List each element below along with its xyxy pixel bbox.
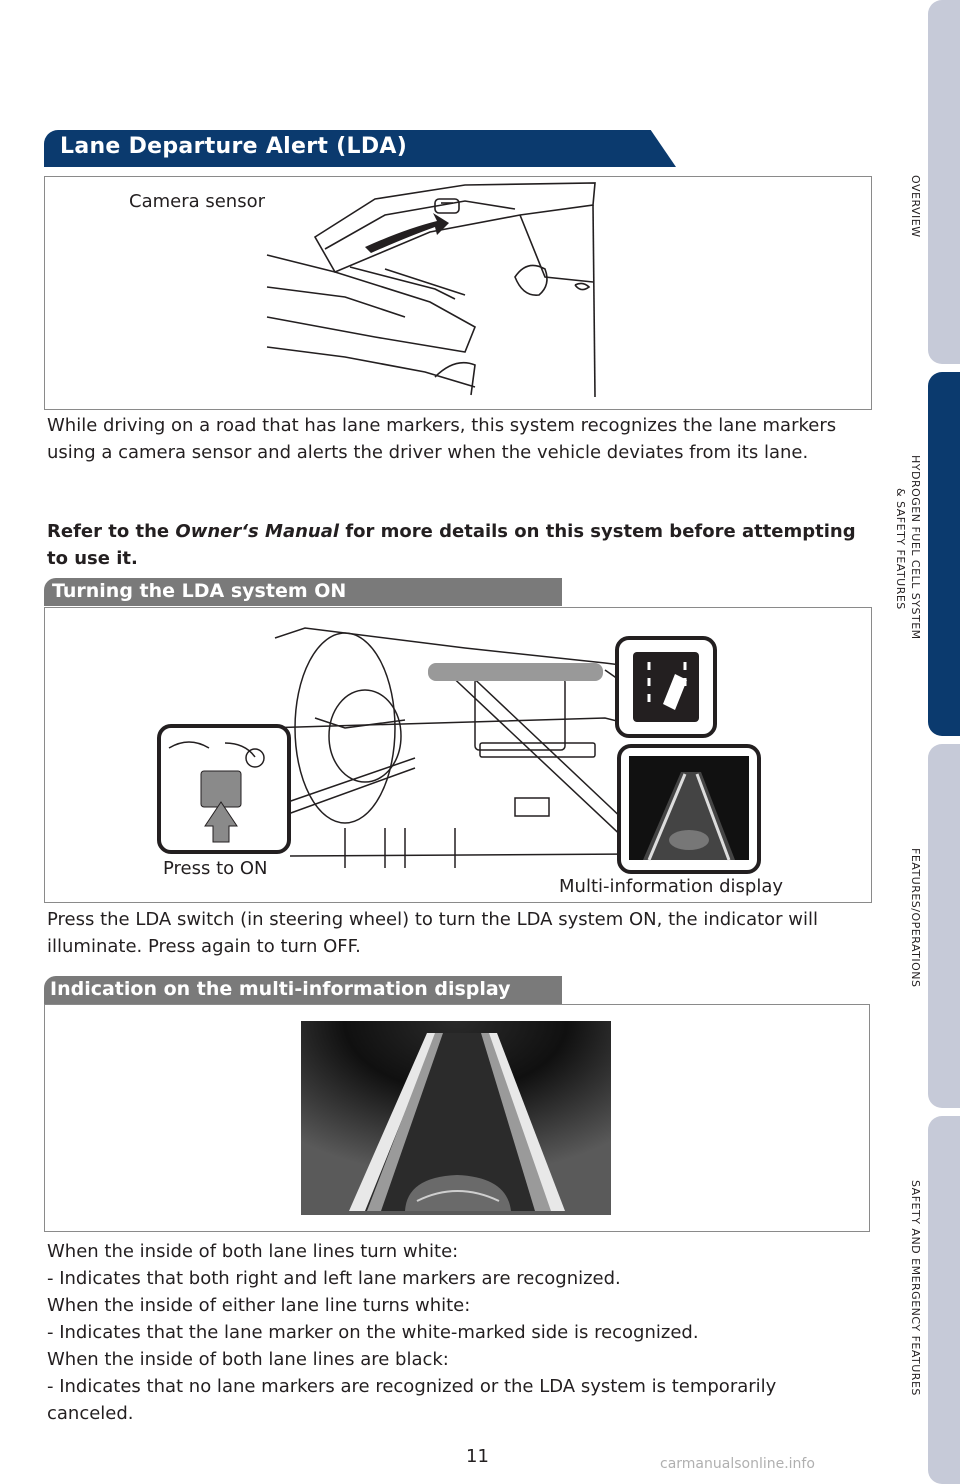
explanation-line-5: When the inside of both lane lines are black: [47,1349,449,1370]
camera-sensor-figure [44,176,872,410]
press-to-on-label: Press to ON [163,858,268,879]
lane-display-illustration [45,1005,869,1231]
tab-hydrogen[interactable] [928,372,960,736]
tab-hydrogen-label-2: & SAFETY FEATURES [894,488,907,610]
tab-hydrogen-label-1: HYDROGEN FUEL CELL SYSTEM [909,455,922,640]
note-prefix: Refer to the [47,521,176,542]
explanation-line-7: canceled. [47,1403,134,1424]
tab-safety-label: SAFETY AND EMERGENCY FEATURES [909,1180,922,1396]
multi-information-display-label: Multi-information display [559,876,784,897]
section-on-title: Turning the LDA system ON [52,580,347,602]
tab-features-label: FEATURES/OPERATIONS [909,848,922,988]
tab-overview-label: OVERVIEW [909,175,922,238]
section-on-paragraph: Press the LDA switch (in steering wheel) to turn the LDA system ON, the indicator will illuminate. Press again to turn OFF. [47,909,819,957]
explanation-line-3: When the inside of either lane line turns white: [47,1295,471,1316]
page-number: 11 [466,1446,489,1467]
camera-sensor-label: Camera sensor [129,191,266,212]
intro-paragraph: While driving on a road that has lane markers, this system recognizes the lane markers using a camera sensor and alerts the driver when the vehicle deviates from its lane. [47,415,837,463]
explanation-line-6: - Indicates that no lane markers are recognized or the LDA system is temporarily [47,1376,777,1397]
note-emphasis: Owner‘s Manual [175,521,340,542]
explanation-line-2: - Indicates that both right and left lane markers are recognized. [47,1268,621,1289]
tab-safety[interactable] [928,1116,960,1484]
explanation-line-4: - Indicates that the lane marker on the white-marked side is recognized. [47,1322,699,1343]
tab-features[interactable] [928,744,960,1108]
note-suffix: for more details on this system before attempting to use it. [47,521,856,569]
owners-manual-note [47,518,867,572]
section-display-title: Indication on the multi-information display [50,978,511,1000]
watermark: carmanualsonline.info [660,1456,815,1472]
mid-display-figure [44,1004,870,1232]
display-explanation [47,1238,867,1427]
page-title: Lane Departure Alert (LDA) [60,134,408,159]
lda-switch-figure [44,607,872,903]
explanation-line-1: When the inside of both lane lines turn white: [47,1241,459,1262]
tab-overview[interactable] [928,0,960,364]
